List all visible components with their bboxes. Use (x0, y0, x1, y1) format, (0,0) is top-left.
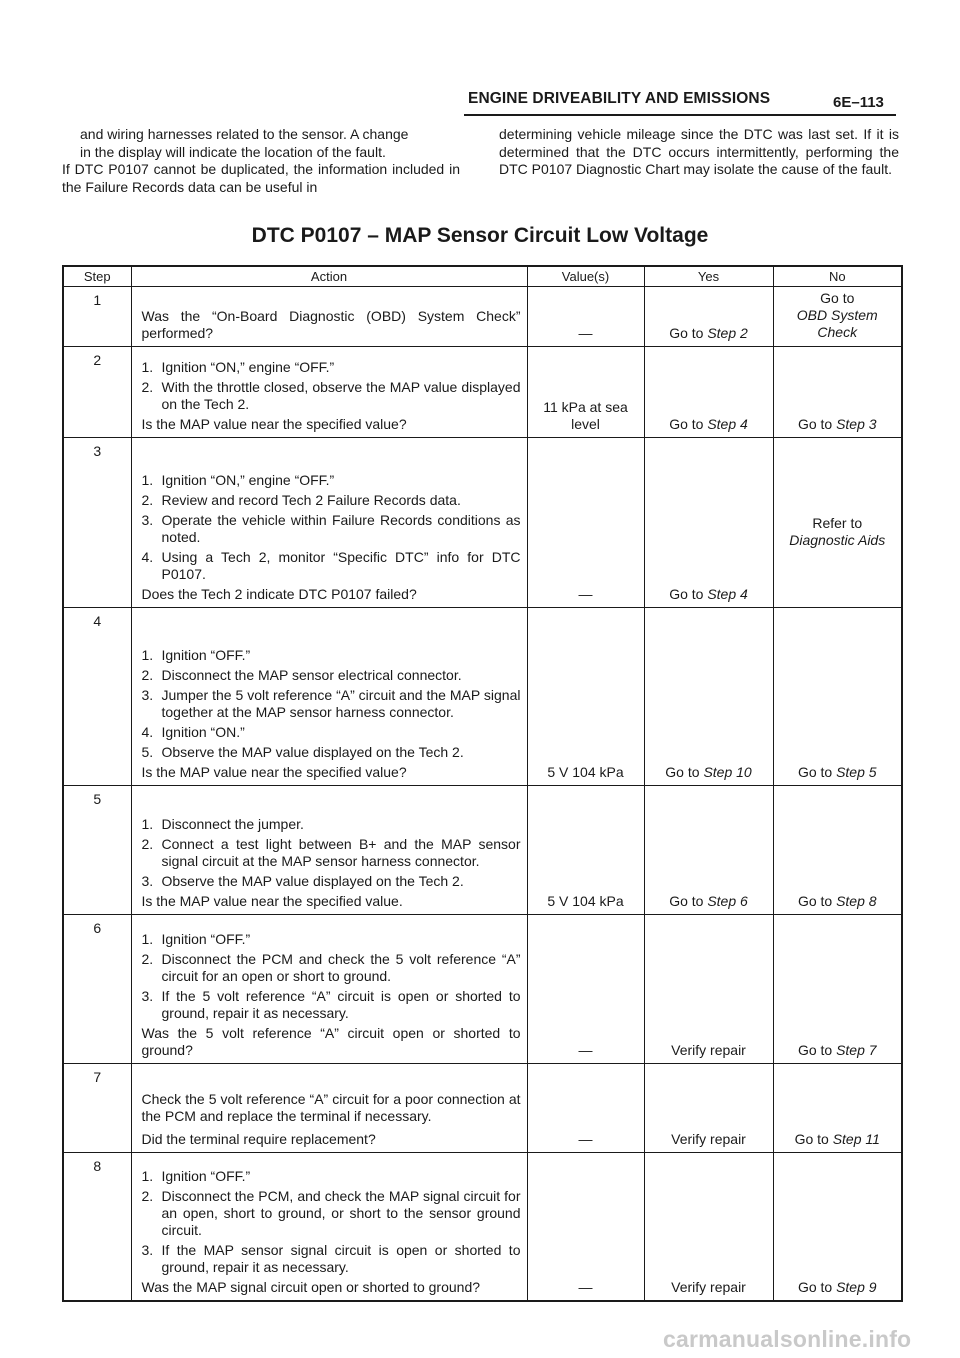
action-item-text: Observe the MAP value displayed on the Tech 2. (161, 744, 464, 760)
action-cell (131, 915, 527, 1064)
action-item (142, 647, 521, 664)
action-item-text: Ignition “OFF.” (161, 647, 251, 663)
header-step: Step (63, 266, 131, 287)
action-item-number: 2. (141, 951, 154, 967)
no-result (773, 1064, 902, 1153)
yes-result-step-link[interactable]: Step 4 (707, 416, 748, 432)
action-item-text: Ignition “OFF.” (161, 931, 251, 947)
no-result (773, 915, 902, 1064)
table-row (63, 287, 902, 347)
step-number: 6 (63, 915, 131, 1064)
header-no: No (773, 266, 902, 287)
watermark: carmanualsonline.info (663, 1326, 912, 1352)
action-cell (131, 1064, 527, 1153)
action-item-number: 5. (141, 744, 154, 760)
value-cell: 5 V 104 kPa (527, 608, 644, 786)
table-row (63, 438, 902, 608)
action-item (142, 667, 521, 684)
action-item-number: 2. (141, 379, 154, 395)
action-question: Is the MAP value near the specified value. (141, 893, 403, 909)
action-item (142, 492, 521, 509)
no-result-step-link[interactable]: Step 11 (832, 1131, 880, 1147)
action-item (142, 873, 521, 890)
intro-right-column (499, 126, 899, 179)
action-item-text: Review and record Tech 2 Failure Records data. (161, 492, 461, 508)
yes-result-step-link[interactable]: Step 10 (703, 764, 752, 780)
action-item-number: 1. (141, 931, 154, 947)
intro-left-column (62, 126, 460, 196)
yes-result (644, 347, 773, 438)
action-item-number: 3. (141, 687, 154, 703)
yes-result-prefix: Go to (669, 416, 704, 432)
action-item-text: If the 5 volt reference “A” circuit is open or shorted to ground, repair it as necessary. (161, 988, 521, 1021)
step-number: 3 (63, 438, 131, 608)
action-item (142, 931, 521, 948)
yes-result (644, 1153, 773, 1301)
no-result (773, 786, 902, 915)
action-item (142, 836, 521, 870)
yes-result (644, 915, 773, 1064)
action-cell (131, 786, 527, 915)
header-rule (464, 114, 896, 116)
step-number: 4 (63, 608, 131, 786)
action-item (142, 951, 521, 985)
action-item-number: 1. (141, 472, 154, 488)
step-number: 5 (63, 786, 131, 915)
action-cell (131, 287, 527, 347)
value-cell: — (527, 915, 644, 1064)
action-item (142, 744, 521, 761)
no-result (773, 1153, 902, 1301)
no-result-step-link[interactable]: Step 8 (836, 893, 877, 909)
value-cell: 5 V 104 kPa (527, 786, 644, 915)
action-item-number: 4. (141, 549, 154, 565)
yes-result-prefix: Go to (665, 764, 700, 780)
no-result (773, 438, 902, 608)
action-question: Is the MAP value near the specified value? (141, 764, 407, 780)
yes-result-step-link[interactable]: Step 2 (707, 325, 748, 341)
action-item-number: 1. (141, 647, 154, 663)
action-item-number: 4. (141, 724, 154, 740)
table-row (63, 1064, 902, 1153)
no-result (773, 347, 902, 438)
yes-result (644, 438, 773, 608)
action-item-text: With the throttle closed, observe the MAP value displayed on the Tech 2. (161, 379, 521, 412)
table-row (63, 608, 902, 786)
yes-result-prefix: Go to (669, 586, 704, 602)
action-question: Is the MAP value near the specified value? (141, 416, 407, 432)
no-result-step-link[interactable]: Step 7 (836, 1042, 877, 1058)
no-result (773, 608, 902, 786)
no-result-step-link[interactable]: Step 5 (836, 764, 877, 780)
no-result-step-link[interactable]: Step 3 (836, 416, 877, 432)
action-item-text: Disconnect the jumper. (161, 816, 304, 832)
table-row (63, 915, 902, 1064)
action-item (142, 687, 521, 721)
action-item (142, 512, 521, 546)
no-result-step-link[interactable]: Diagnostic Aids (789, 531, 886, 548)
value-cell: — (527, 1064, 644, 1153)
action-item-text: Using a Tech 2, monitor “Specific DTC” info for DTC P0107. (161, 549, 521, 582)
no-result-prefix: Refer to (812, 514, 863, 531)
yes-result (644, 608, 773, 786)
action-item-text: Ignition “ON,” engine “OFF.” (161, 359, 335, 375)
yes-result (644, 1064, 773, 1153)
value-cell: 11 kPa at sea level (527, 347, 644, 438)
action-item-number: 3. (141, 873, 154, 889)
table-header-row (63, 266, 902, 287)
yes-result-prefix: Go to (669, 325, 704, 341)
action-item-number: 3. (141, 1241, 154, 1258)
action-item (142, 549, 521, 583)
yes-result-step-link[interactable]: Step 6 (707, 893, 748, 909)
action-item-number: 3. (141, 988, 154, 1004)
intro-line: in the display will indicate the location of the fault. (80, 143, 386, 160)
table-body (63, 287, 902, 1301)
action-item (142, 1188, 521, 1239)
action-item-text: Observe the MAP value displayed on the Tech 2. (161, 873, 464, 889)
action-item-text: Disconnect the PCM and check the 5 volt reference “A” circuit for an open or short to ground. (161, 951, 521, 984)
no-result-prefix: Go to (797, 764, 833, 780)
action-item-number: 2. (141, 1187, 154, 1204)
action-item-number: 1. (141, 816, 154, 832)
action-item-number: 2. (141, 492, 154, 508)
action-item-number: 1. (141, 359, 154, 375)
action-item (142, 359, 521, 376)
header-values: Value(s) (527, 266, 644, 287)
no-result-prefix: Go to (820, 290, 855, 306)
chart-title: DTC P0107 – MAP Sensor Circuit Low Voltage (251, 224, 709, 247)
action-item-text: Ignition “OFF.” (161, 1167, 251, 1184)
action-cell (131, 347, 527, 438)
no-result-prefix: Go to (794, 1131, 829, 1147)
action-item (142, 988, 521, 1022)
action-item-text: Ignition “ON.” (161, 724, 245, 740)
no-result (773, 287, 902, 347)
no-result-step-link[interactable]: OBD System Check (796, 307, 878, 340)
section-title: ENGINE DRIVEABILITY AND EMISSIONS (468, 90, 771, 107)
step-number: 7 (63, 1064, 131, 1153)
action-item-number: 2. (141, 836, 154, 852)
action-item (142, 379, 521, 413)
yes-result-prefix: Verify repair (671, 1042, 746, 1058)
value-cell: — (527, 287, 644, 347)
no-result-prefix: Go to (797, 1042, 833, 1058)
header-action: Action (131, 266, 527, 287)
yes-result (644, 786, 773, 915)
action-item (142, 724, 521, 741)
step-number: 2 (63, 347, 131, 438)
action-cell (131, 438, 527, 608)
action-item (142, 1242, 521, 1276)
action-cell (131, 608, 527, 786)
table-row (63, 347, 902, 438)
intro-line: and wiring harnesses related to the sensor. A change (80, 126, 409, 142)
action-item-number: 3. (141, 512, 154, 528)
diagnostic-table (62, 265, 903, 1302)
action-cell (131, 1153, 527, 1301)
no-result-prefix: Go to (797, 893, 833, 909)
intro-paragraph: determining vehicle mileage since the DTC was last set. If it is determined that the DTC occurs intermittently, performing the DTC P0107 Diagnostic Chart may isolate the cause of the fault. (499, 126, 899, 177)
action-item-text: Connect a test light between B+ and the MAP sensor signal circuit at the MAP sensor harness connector. (161, 836, 521, 869)
step-number: 1 (63, 287, 131, 347)
value-cell: — (527, 1153, 644, 1301)
action-item (142, 816, 521, 833)
action-question: Was the “On-Board Diagnostic (OBD) System Check” performed? (141, 308, 521, 341)
action-question: Did the terminal require replacement? (141, 1131, 376, 1147)
action-item-text: Disconnect the MAP sensor electrical connector. (161, 667, 462, 683)
no-result-prefix: Go to (797, 416, 833, 432)
action-item-number: 1. (141, 1167, 154, 1184)
action-item-text: Disconnect the PCM, and check the MAP signal circuit for an open, short to ground, or short to the sensor ground circuit. (161, 1187, 521, 1238)
value-cell: — (527, 438, 644, 608)
action-question: Was the 5 volt reference “A” circuit open or shorted to ground? (141, 1025, 521, 1058)
page-number: 6E–113 (833, 94, 884, 111)
action-item (142, 1168, 521, 1185)
table-row (63, 786, 902, 915)
yes-result-prefix: Go to (669, 893, 704, 909)
action-item-text: If the MAP sensor signal circuit is open or shorted to ground, repair it as necessary. (161, 1241, 521, 1275)
step-number: 8 (63, 1153, 131, 1301)
action-item (142, 472, 521, 489)
header-yes: Yes (644, 266, 773, 287)
action-item-text: Operate the vehicle within Failure Records conditions as noted. (161, 512, 521, 545)
table-row (63, 1153, 902, 1301)
yes-result-prefix: Verify repair (671, 1131, 746, 1147)
yes-result-prefix: Verify repair (671, 1278, 746, 1295)
yes-result-step-link[interactable]: Step 4 (707, 586, 748, 602)
no-result-prefix: Go to (797, 1278, 833, 1295)
action-item-text: Jumper the 5 volt reference “A” circuit and the MAP signal together at the MAP sensor harness connector. (161, 687, 521, 720)
no-result-step-link[interactable]: Step 9 (836, 1278, 877, 1295)
yes-result (644, 287, 773, 347)
action-lead: Check the 5 volt reference “A” circuit for a poor connection at the PCM and replace the terminal if necessary. (141, 1091, 521, 1124)
action-item-number: 2. (141, 667, 154, 683)
action-question: Was the MAP signal circuit open or shorted to ground? (141, 1278, 481, 1295)
action-question: Does the Tech 2 indicate DTC P0107 failed? (141, 586, 417, 602)
action-item-text: Ignition “ON,” engine “OFF.” (161, 472, 335, 488)
intro-paragraph: If DTC P0107 cannot be duplicated, the information included in the Failure Records data can be useful in (62, 161, 460, 195)
